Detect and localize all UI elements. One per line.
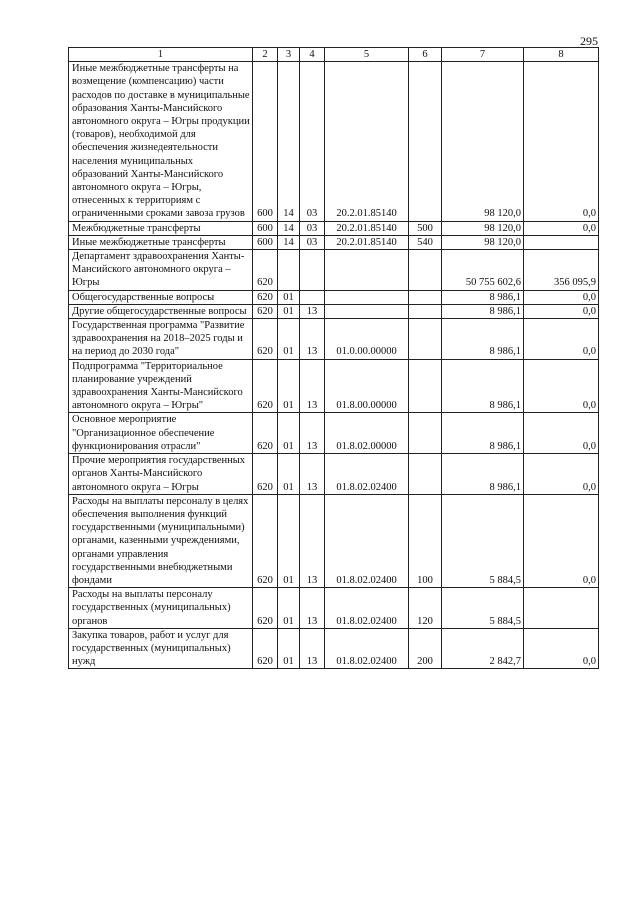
cell-c5: 20.2.01.85140 bbox=[325, 62, 409, 221]
table-row bbox=[69, 62, 599, 221]
cell-c6 bbox=[409, 454, 442, 495]
cell-c6: 120 bbox=[409, 588, 442, 629]
cell-c5: 01.8.02.02400 bbox=[325, 588, 409, 629]
row-name: Государственная программа "Развитие здравоохранения на 2018–2025 годы и на период до 2030 года" bbox=[69, 319, 253, 360]
cell-c2: 620 bbox=[253, 413, 278, 454]
cell-c2: 600 bbox=[253, 235, 278, 249]
table-row bbox=[69, 628, 599, 669]
cell-c8: 0,0 bbox=[524, 359, 599, 413]
table-row bbox=[69, 413, 599, 454]
cell-c5: 20.2.01.85140 bbox=[325, 235, 409, 249]
column-header: 2 bbox=[253, 48, 278, 62]
cell-c3: 01 bbox=[278, 494, 300, 587]
cell-c7: 8 986,1 bbox=[442, 454, 524, 495]
cell-c3: 01 bbox=[278, 628, 300, 669]
cell-c5: 01.8.02.02400 bbox=[325, 494, 409, 587]
cell-c8 bbox=[524, 588, 599, 629]
cell-c7: 50 755 602,6 bbox=[442, 250, 524, 291]
cell-c2: 620 bbox=[253, 250, 278, 291]
cell-c5 bbox=[325, 304, 409, 318]
cell-c3: 01 bbox=[278, 413, 300, 454]
cell-c7: 98 120,0 bbox=[442, 235, 524, 249]
cell-c5 bbox=[325, 290, 409, 304]
cell-c4: 13 bbox=[300, 454, 325, 495]
cell-c7: 98 120,0 bbox=[442, 221, 524, 235]
row-name: Межбюджетные трансферты bbox=[69, 221, 253, 235]
cell-c5: 01.8.02.02400 bbox=[325, 628, 409, 669]
cell-c8: 0,0 bbox=[524, 304, 599, 318]
cell-c2: 620 bbox=[253, 304, 278, 318]
cell-c3: 01 bbox=[278, 290, 300, 304]
row-name: Расходы на выплаты персоналу государственных (муниципальных) органов bbox=[69, 588, 253, 629]
cell-c3: 01 bbox=[278, 588, 300, 629]
row-name: Расходы на выплаты персоналу в целях обеспечения выполнения функций государственными (муниципальными) органами, казенными учреждениями, органами управления государственными внебюджетными фондами bbox=[69, 494, 253, 587]
cell-c5: 01.8.00.00000 bbox=[325, 359, 409, 413]
table-row bbox=[69, 319, 599, 360]
cell-c5: 01.8.02.02400 bbox=[325, 454, 409, 495]
cell-c3: 01 bbox=[278, 359, 300, 413]
cell-c6: 200 bbox=[409, 628, 442, 669]
column-header: 6 bbox=[409, 48, 442, 62]
cell-c5 bbox=[325, 250, 409, 291]
cell-c5: 01.0.00.00000 bbox=[325, 319, 409, 360]
cell-c2: 620 bbox=[253, 588, 278, 629]
cell-c7: 5 884,5 bbox=[442, 588, 524, 629]
cell-c6 bbox=[409, 62, 442, 221]
row-name: Закупка товаров, работ и услуг для государственных (муниципальных) нужд bbox=[69, 628, 253, 669]
row-name: Общегосударственные вопросы bbox=[69, 290, 253, 304]
cell-c7: 8 986,1 bbox=[442, 359, 524, 413]
cell-c4: 13 bbox=[300, 304, 325, 318]
cell-c8: 0,0 bbox=[524, 221, 599, 235]
page-number: 295 bbox=[580, 34, 598, 48]
cell-c2: 620 bbox=[253, 359, 278, 413]
row-name: Подпрограмма "Территориальное планирование учреждений здравоохранения Ханты-Мансийского автономного округа – Югры" bbox=[69, 359, 253, 413]
cell-c4: 13 bbox=[300, 588, 325, 629]
cell-c6 bbox=[409, 250, 442, 291]
cell-c3: 01 bbox=[278, 319, 300, 360]
cell-c4: 13 bbox=[300, 319, 325, 360]
cell-c3: 14 bbox=[278, 62, 300, 221]
column-header: 8 bbox=[524, 48, 599, 62]
column-header: 5 bbox=[325, 48, 409, 62]
table-row bbox=[69, 588, 599, 629]
cell-c8: 0,0 bbox=[524, 319, 599, 360]
cell-c2: 620 bbox=[253, 454, 278, 495]
table-row bbox=[69, 359, 599, 413]
cell-c3 bbox=[278, 250, 300, 291]
cell-c6: 500 bbox=[409, 221, 442, 235]
cell-c6 bbox=[409, 304, 442, 318]
cell-c8: 0,0 bbox=[524, 290, 599, 304]
table-row bbox=[69, 235, 599, 249]
table-row bbox=[69, 454, 599, 495]
cell-c3: 01 bbox=[278, 454, 300, 495]
cell-c7: 98 120,0 bbox=[442, 62, 524, 221]
cell-c4: 13 bbox=[300, 494, 325, 587]
column-header: 4 bbox=[300, 48, 325, 62]
cell-c6: 100 bbox=[409, 494, 442, 587]
cell-c2: 620 bbox=[253, 494, 278, 587]
cell-c7: 8 986,1 bbox=[442, 319, 524, 360]
cell-c8: 0,0 bbox=[524, 454, 599, 495]
cell-c8: 356 095,9 bbox=[524, 250, 599, 291]
cell-c7: 8 986,1 bbox=[442, 290, 524, 304]
row-name: Другие общегосударственные вопросы bbox=[69, 304, 253, 318]
header-row bbox=[69, 48, 599, 62]
cell-c4: 03 bbox=[300, 62, 325, 221]
cell-c3: 01 bbox=[278, 304, 300, 318]
cell-c2: 620 bbox=[253, 319, 278, 360]
cell-c4: 13 bbox=[300, 359, 325, 413]
table-row bbox=[69, 221, 599, 235]
row-name: Прочие мероприятия государственных органов Ханты-Мансийского автономного округа – Югры bbox=[69, 454, 253, 495]
cell-c4 bbox=[300, 250, 325, 291]
cell-c2: 600 bbox=[253, 221, 278, 235]
budget-table bbox=[68, 47, 599, 669]
cell-c2: 620 bbox=[253, 290, 278, 304]
cell-c6 bbox=[409, 413, 442, 454]
cell-c8: 0,0 bbox=[524, 494, 599, 587]
cell-c4: 13 bbox=[300, 628, 325, 669]
cell-c6 bbox=[409, 359, 442, 413]
row-name: Департамент здравоохранения Ханты-Мансийского автономного округа – Югры bbox=[69, 250, 253, 291]
column-header: 3 bbox=[278, 48, 300, 62]
cell-c7: 8 986,1 bbox=[442, 413, 524, 454]
cell-c4: 13 bbox=[300, 413, 325, 454]
row-name: Иные межбюджетные трансферты на возмещение (компенсацию) части расходов по доставке в муниципальные образования Ханты-Мансийского автономного округа – Югры продукции (товаров), необходимой для обеспечения жизнедеятельности населения муниципальных образований Ханты-Мансийского автономного округа – Югры, отнесенных к территориям с ограниченными сроками завоза грузов bbox=[69, 62, 253, 221]
table-row bbox=[69, 494, 599, 587]
column-header: 7 bbox=[442, 48, 524, 62]
cell-c8: 0,0 bbox=[524, 413, 599, 454]
cell-c8: 0,0 bbox=[524, 62, 599, 221]
cell-c3: 14 bbox=[278, 221, 300, 235]
cell-c4: 03 bbox=[300, 235, 325, 249]
cell-c6 bbox=[409, 319, 442, 360]
cell-c2: 600 bbox=[253, 62, 278, 221]
cell-c6 bbox=[409, 290, 442, 304]
table-row bbox=[69, 250, 599, 291]
cell-c8 bbox=[524, 235, 599, 249]
cell-c6: 540 bbox=[409, 235, 442, 249]
table-row bbox=[69, 290, 599, 304]
cell-c3: 14 bbox=[278, 235, 300, 249]
table-row bbox=[69, 304, 599, 318]
cell-c4 bbox=[300, 290, 325, 304]
cell-c5: 20.2.01.85140 bbox=[325, 221, 409, 235]
row-name: Иные межбюджетные трансферты bbox=[69, 235, 253, 249]
cell-c2: 620 bbox=[253, 628, 278, 669]
cell-c7: 5 884,5 bbox=[442, 494, 524, 587]
cell-c4: 03 bbox=[300, 221, 325, 235]
cell-c5: 01.8.02.00000 bbox=[325, 413, 409, 454]
cell-c8: 0,0 bbox=[524, 628, 599, 669]
cell-c7: 8 986,1 bbox=[442, 304, 524, 318]
row-name: Основное мероприятие "Организационное обеспечение функционирования отрасли" bbox=[69, 413, 253, 454]
column-header: 1 bbox=[69, 48, 253, 62]
cell-c7: 2 842,7 bbox=[442, 628, 524, 669]
